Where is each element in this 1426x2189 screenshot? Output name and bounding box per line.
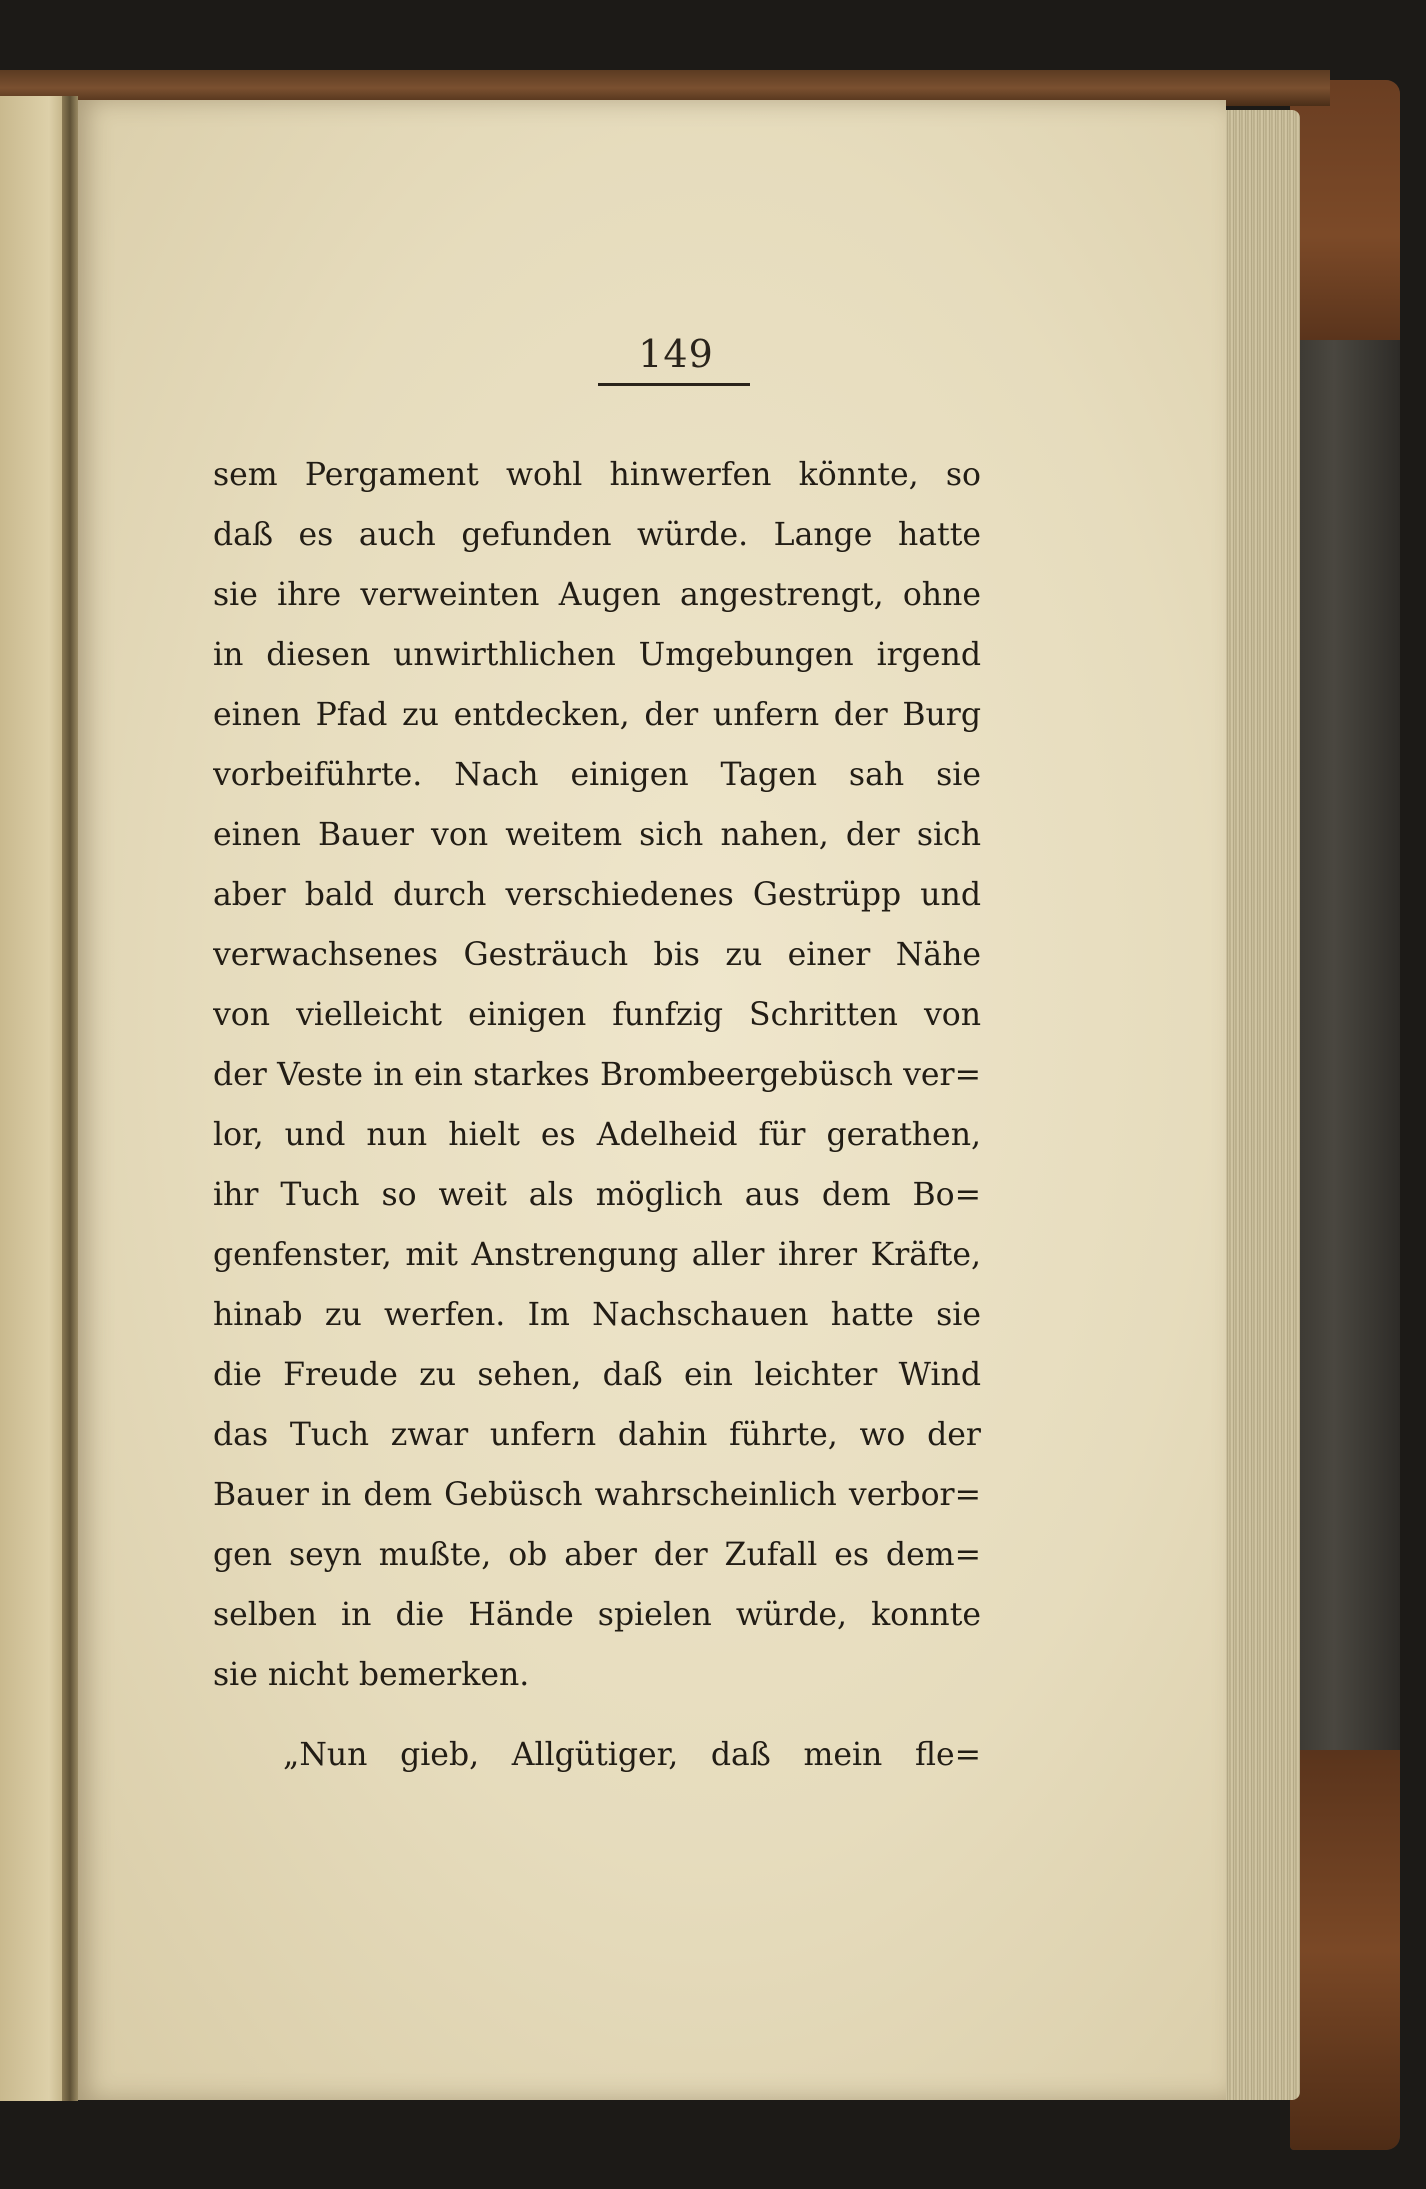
gutter [62, 96, 78, 2101]
text-line: der Veste in ein starkes Brombeergebüsch ver= [213, 1057, 981, 1093]
page-number-rule [598, 383, 750, 386]
text-line: genfenster, mit Anstrengung aller ihrer Kräfte, [213, 1237, 981, 1273]
cover-leather-corner-bottom [1290, 1750, 1400, 2150]
page-edges [1222, 110, 1300, 2100]
text-line: hinab zu werfen. Im Nachschauen hatte sie [213, 1297, 981, 1333]
text-line: in diesen unwirthlichen Umgebungen irgend [213, 637, 981, 673]
text-line: sie nicht bemerken. [213, 1657, 530, 1693]
text-line: lor, und nun hielt es Adelheid für gerathen, [213, 1117, 981, 1153]
cover-leather-corner-top [1290, 80, 1400, 340]
paragraph-gap [213, 1705, 981, 1725]
text-line: Bauer in dem Gebüsch wahrscheinlich verbor= [213, 1477, 981, 1513]
text-line: daß es auch gefunden würde. Lange hatte [213, 517, 981, 553]
text-line: von vielleicht einigen funfzig Schritten von [213, 997, 981, 1033]
text-line: sem Pergament wohl hinwerfen könnte, so [213, 457, 981, 493]
text-line: die Freude zu sehen, daß ein leichter Wind [213, 1357, 981, 1393]
paragraph-start: „Nun gieb, Allgütiger, daß mein fle= [283, 1737, 981, 1773]
body-text [213, 445, 981, 1785]
text-line: das Tuch zwar unfern dahin führte, wo der [213, 1417, 981, 1453]
text-line: gen seyn mußte, ob aber der Zufall es dem= [213, 1537, 981, 1573]
text-line: sie ihre verweinten Augen angestrengt, ohne [213, 577, 981, 613]
text-line: ihr Tuch so weit als möglich aus dem Bo= [213, 1177, 981, 1213]
page-number: 149 [638, 332, 714, 376]
text-line: vorbeiführte. Nach einigen Tagen sah sie [213, 757, 981, 793]
text-line: aber bald durch verschiedenes Gestrüpp und [213, 877, 981, 913]
text-line: selben in die Hände spielen würde, konnte [213, 1597, 981, 1633]
text-line: einen Pfad zu entdecken, der unfern der Burg [213, 697, 981, 733]
text-line: einen Bauer von weitem sich nahen, der sich [213, 817, 981, 853]
text-line: verwachsenes Gesträuch bis zu einer Nähe [213, 937, 981, 973]
facing-page-edge [0, 96, 70, 2101]
